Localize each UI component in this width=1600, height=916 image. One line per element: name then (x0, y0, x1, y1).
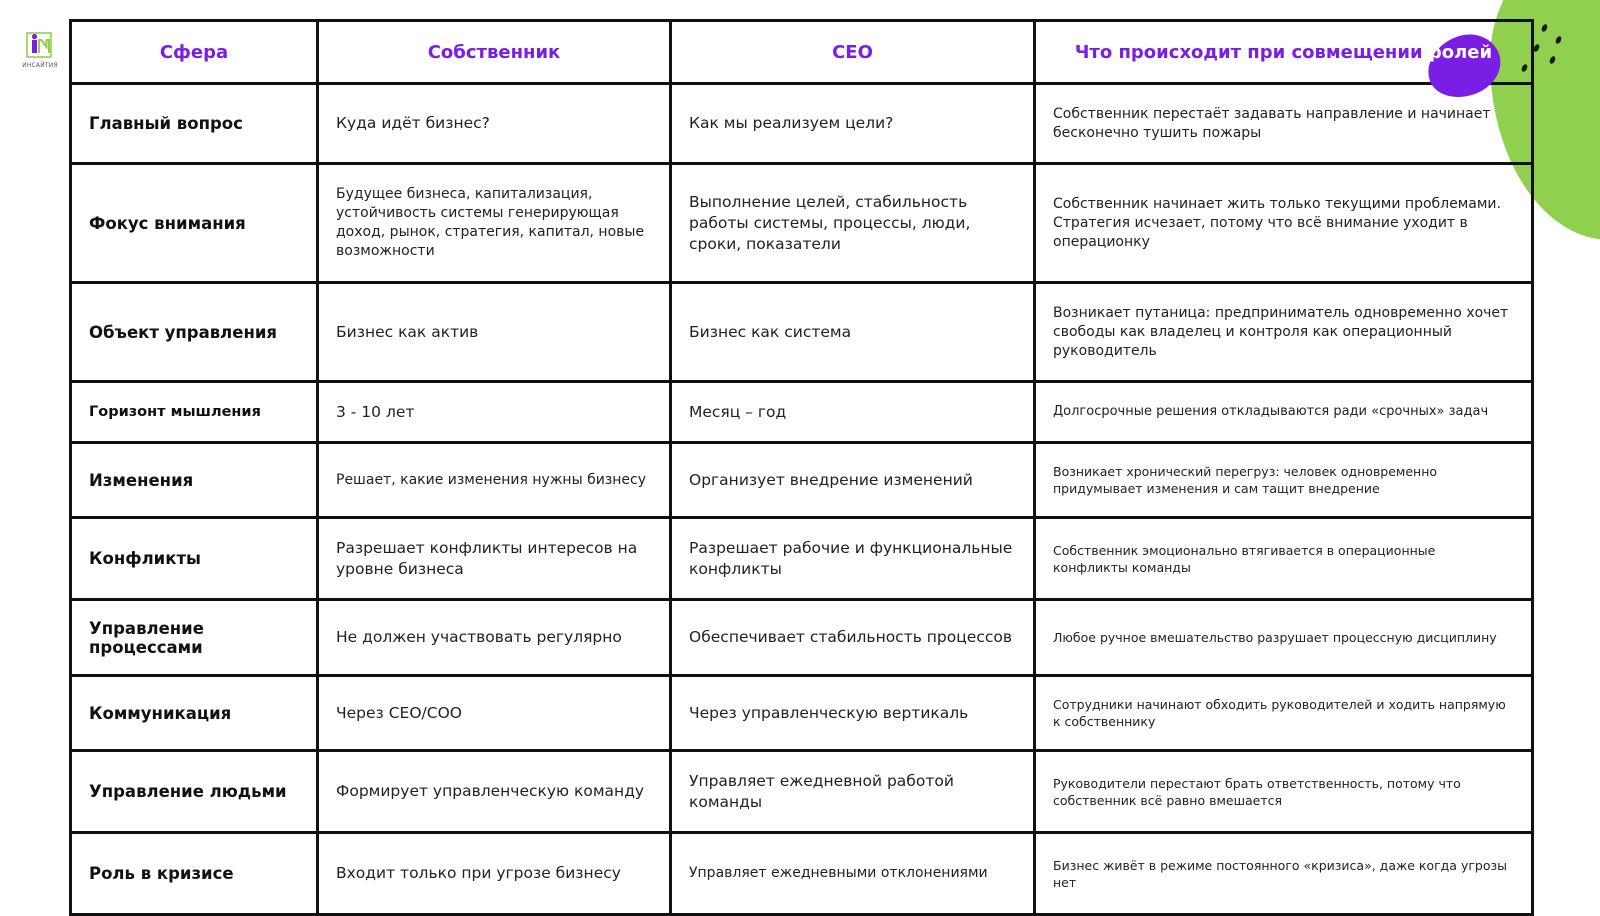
row-owner: Будущее бизнеса, капитализация, устойчивость системы генерирующая доход, рынок, стратегия, капитал, новые возможности (318, 164, 671, 283)
logo-text: ИНСАЙТИЯ (22, 62, 58, 69)
header-ceo: CEO (671, 21, 1035, 84)
row-sphere: Горизонт мышления (71, 382, 318, 443)
row-ceo: Организует внедрение изменений (671, 443, 1035, 518)
table-row (71, 751, 1533, 833)
header-combined-prefix: Что происходит при совмещении (1074, 41, 1429, 63)
table-row (71, 443, 1533, 518)
roles-comparison-table (69, 19, 1534, 916)
table-row (71, 600, 1533, 676)
row-sphere: Роль в кризисе (71, 833, 318, 915)
header-owner: Собственник (318, 21, 671, 84)
table-row (71, 84, 1533, 164)
row-ceo: Управляет ежедневными отклонениями (671, 833, 1035, 915)
row-owner: Решает, какие изменения нужны бизнесу (318, 443, 671, 518)
row-owner: Через CEO/COO (318, 676, 671, 751)
decorative-dot (1541, 23, 1549, 32)
table-row (71, 382, 1533, 443)
row-owner: Разрешает конфликты интересов на уровне бизнеса (318, 518, 671, 600)
row-sphere: Управление людьми (71, 751, 318, 833)
row-combined: Возникает путаница: предприниматель одновременно хочет свободы как владелец и контроля как операционный руководитель (1035, 283, 1533, 382)
row-owner: Бизнес как актив (318, 283, 671, 382)
row-combined: Долгосрочные решения откладываются ради «срочных» задач (1035, 382, 1533, 443)
header-combined-text (1075, 42, 1492, 63)
row-ceo: Обеспечивает стабильность процессов (671, 600, 1035, 676)
row-combined: Любое ручное вмешательство разрушает процессную дисциплину (1035, 600, 1533, 676)
row-owner: Не должен участвовать регулярно (318, 600, 671, 676)
table-row (71, 283, 1533, 382)
logo (20, 30, 60, 72)
table-header-row (71, 21, 1533, 84)
row-ceo: Выполнение целей, стабильность работы системы, процессы, люди, сроки, показатели (671, 164, 1035, 283)
header-sphere: Сфера (71, 21, 318, 84)
row-ceo: Управляет ежедневной работой команды (671, 751, 1035, 833)
header-combined-roles (1035, 21, 1533, 84)
row-owner: 3 - 10 лет (318, 382, 671, 443)
row-sphere: Главный вопрос (71, 84, 318, 164)
table-row (71, 833, 1533, 915)
row-sphere: Управление процессами (71, 600, 318, 676)
logo-icon (26, 30, 52, 58)
row-combined: Собственник перестаёт задавать направление и начинает бесконечно тушить пожары (1035, 84, 1533, 164)
decorative-dot (1549, 55, 1557, 64)
header-combined-accent: ролей (1428, 41, 1493, 63)
row-ceo: Месяц – год (671, 382, 1035, 443)
row-ceo: Как мы реализуем цели? (671, 84, 1035, 164)
row-owner: Формирует управленческую команду (318, 751, 671, 833)
row-owner: Входит только при угрозе бизнесу (318, 833, 671, 915)
row-combined: Сотрудники начинают обходить руководителей и ходить напрямую к собственнику (1035, 676, 1533, 751)
row-combined: Собственник начинает жить только текущими проблемами. Стратегия исчезает, потому что всё внимание уходит в операционку (1035, 164, 1533, 283)
decorative-dot (1555, 35, 1563, 44)
row-ceo: Разрешает рабочие и функциональные конфликты (671, 518, 1035, 600)
row-sphere: Изменения (71, 443, 318, 518)
row-sphere: Объект управления (71, 283, 318, 382)
row-sphere: Коммуникация (71, 676, 318, 751)
row-owner: Куда идёт бизнес? (318, 84, 671, 164)
row-sphere: Конфликты (71, 518, 318, 600)
table-row (71, 518, 1533, 600)
row-combined: Бизнес живёт в режиме постоянного «кризиса», даже когда угрозы нет (1035, 833, 1533, 915)
row-combined: Руководители перестают брать ответственность, потому что собственник всё равно вмешается (1035, 751, 1533, 833)
row-sphere: Фокус внимания (71, 164, 318, 283)
table-row (71, 164, 1533, 283)
row-ceo: Через управленческую вертикаль (671, 676, 1035, 751)
table-row (71, 676, 1533, 751)
row-ceo: Бизнес как система (671, 283, 1035, 382)
row-combined: Возникает хронический перегруз: человек одновременно придумывает изменения и сам тащит внедрение (1035, 443, 1533, 518)
row-combined: Собственник эмоционально втягивается в операционные конфликты команды (1035, 518, 1533, 600)
